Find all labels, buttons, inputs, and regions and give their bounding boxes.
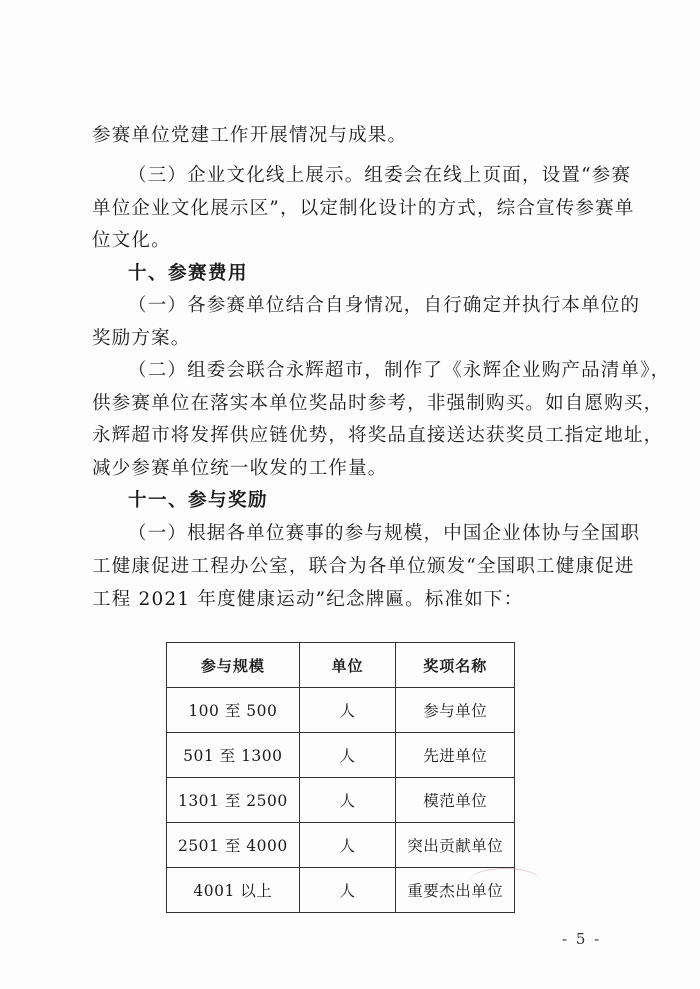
table-header-award: 奖项名称 xyxy=(396,643,515,688)
paragraph-line: 工程 2021 年度健康运动”纪念牌匾。标准如下： xyxy=(92,589,524,610)
table-cell-scale: 2501 至 4000 xyxy=(167,823,300,868)
page-number: - 5 - xyxy=(562,930,602,948)
paragraph-line: 参赛单位党建工作开展情况与成果。 xyxy=(92,125,408,146)
table-cell-award: 突出贡献单位 xyxy=(396,823,515,868)
table-cell-award: 先进单位 xyxy=(396,733,515,778)
table-row xyxy=(167,868,515,913)
seal-stamp-fragment xyxy=(470,868,540,893)
table-cell-award: 重要杰出单位 xyxy=(396,868,515,913)
table-row xyxy=(167,688,515,733)
paragraph-line: 单位企业文化展示区”，以定制化设计的方式，综合宣传参赛单 xyxy=(92,198,635,219)
table-header-scale: 参与规模 xyxy=(167,643,300,688)
table-cell-scale: 1301 至 2500 xyxy=(167,778,300,823)
paragraph-line: （三）企业文化线上展示。组委会在线上页面，设置“参赛 xyxy=(128,165,632,186)
table-row xyxy=(167,778,515,823)
paragraph-line: 工健康促进工程办公室，联合为各单位颁发“全国职工健康促进 xyxy=(92,556,635,577)
table-cell-unit: 人 xyxy=(299,823,396,868)
paragraph-line: （二）组委会联合永辉超市，制作了《永辉企业购产品清单》， xyxy=(128,360,671,381)
award-table xyxy=(166,642,515,913)
table-row xyxy=(167,823,515,868)
table-header-row xyxy=(167,643,515,688)
table-cell-scale: 100 至 500 xyxy=(167,688,300,733)
paragraph-line: 位文化。 xyxy=(92,230,171,251)
paragraph-line: 供参赛单位在落实本单位奖品时参考，非强制购买。如自愿购买， xyxy=(92,393,664,414)
paragraph-line: 减少参赛单位统一收发的工作量。 xyxy=(92,458,388,479)
paragraph-line: （一）各参赛单位结合自身情况，自行确定并执行本单位的 xyxy=(128,295,641,316)
section-heading-10: 十、参赛费用 xyxy=(128,263,249,284)
section-heading-11: 十一、参与奖励 xyxy=(128,490,269,511)
paragraph-line: 永辉超市将发挥供应链优势，将奖品直接送达获奖员工指定地址， xyxy=(92,425,664,446)
table-cell-scale: 501 至 1300 xyxy=(167,733,300,778)
table-header-unit: 单位 xyxy=(299,643,396,688)
paragraph-line: 奖励方案。 xyxy=(92,328,191,349)
table-row xyxy=(167,733,515,778)
table-cell-unit: 人 xyxy=(299,688,396,733)
table-cell-unit: 人 xyxy=(299,778,396,823)
table-cell-award: 参与单位 xyxy=(396,688,515,733)
table-cell-unit: 人 xyxy=(299,733,396,778)
table-cell-scale: 4001 以上 xyxy=(167,868,300,913)
table-cell-award: 模范单位 xyxy=(396,778,515,823)
paragraph-line: （一）根据各单位赛事的参与规模，中国企业体协与全国职 xyxy=(128,523,641,544)
table-cell-unit: 人 xyxy=(299,868,396,913)
